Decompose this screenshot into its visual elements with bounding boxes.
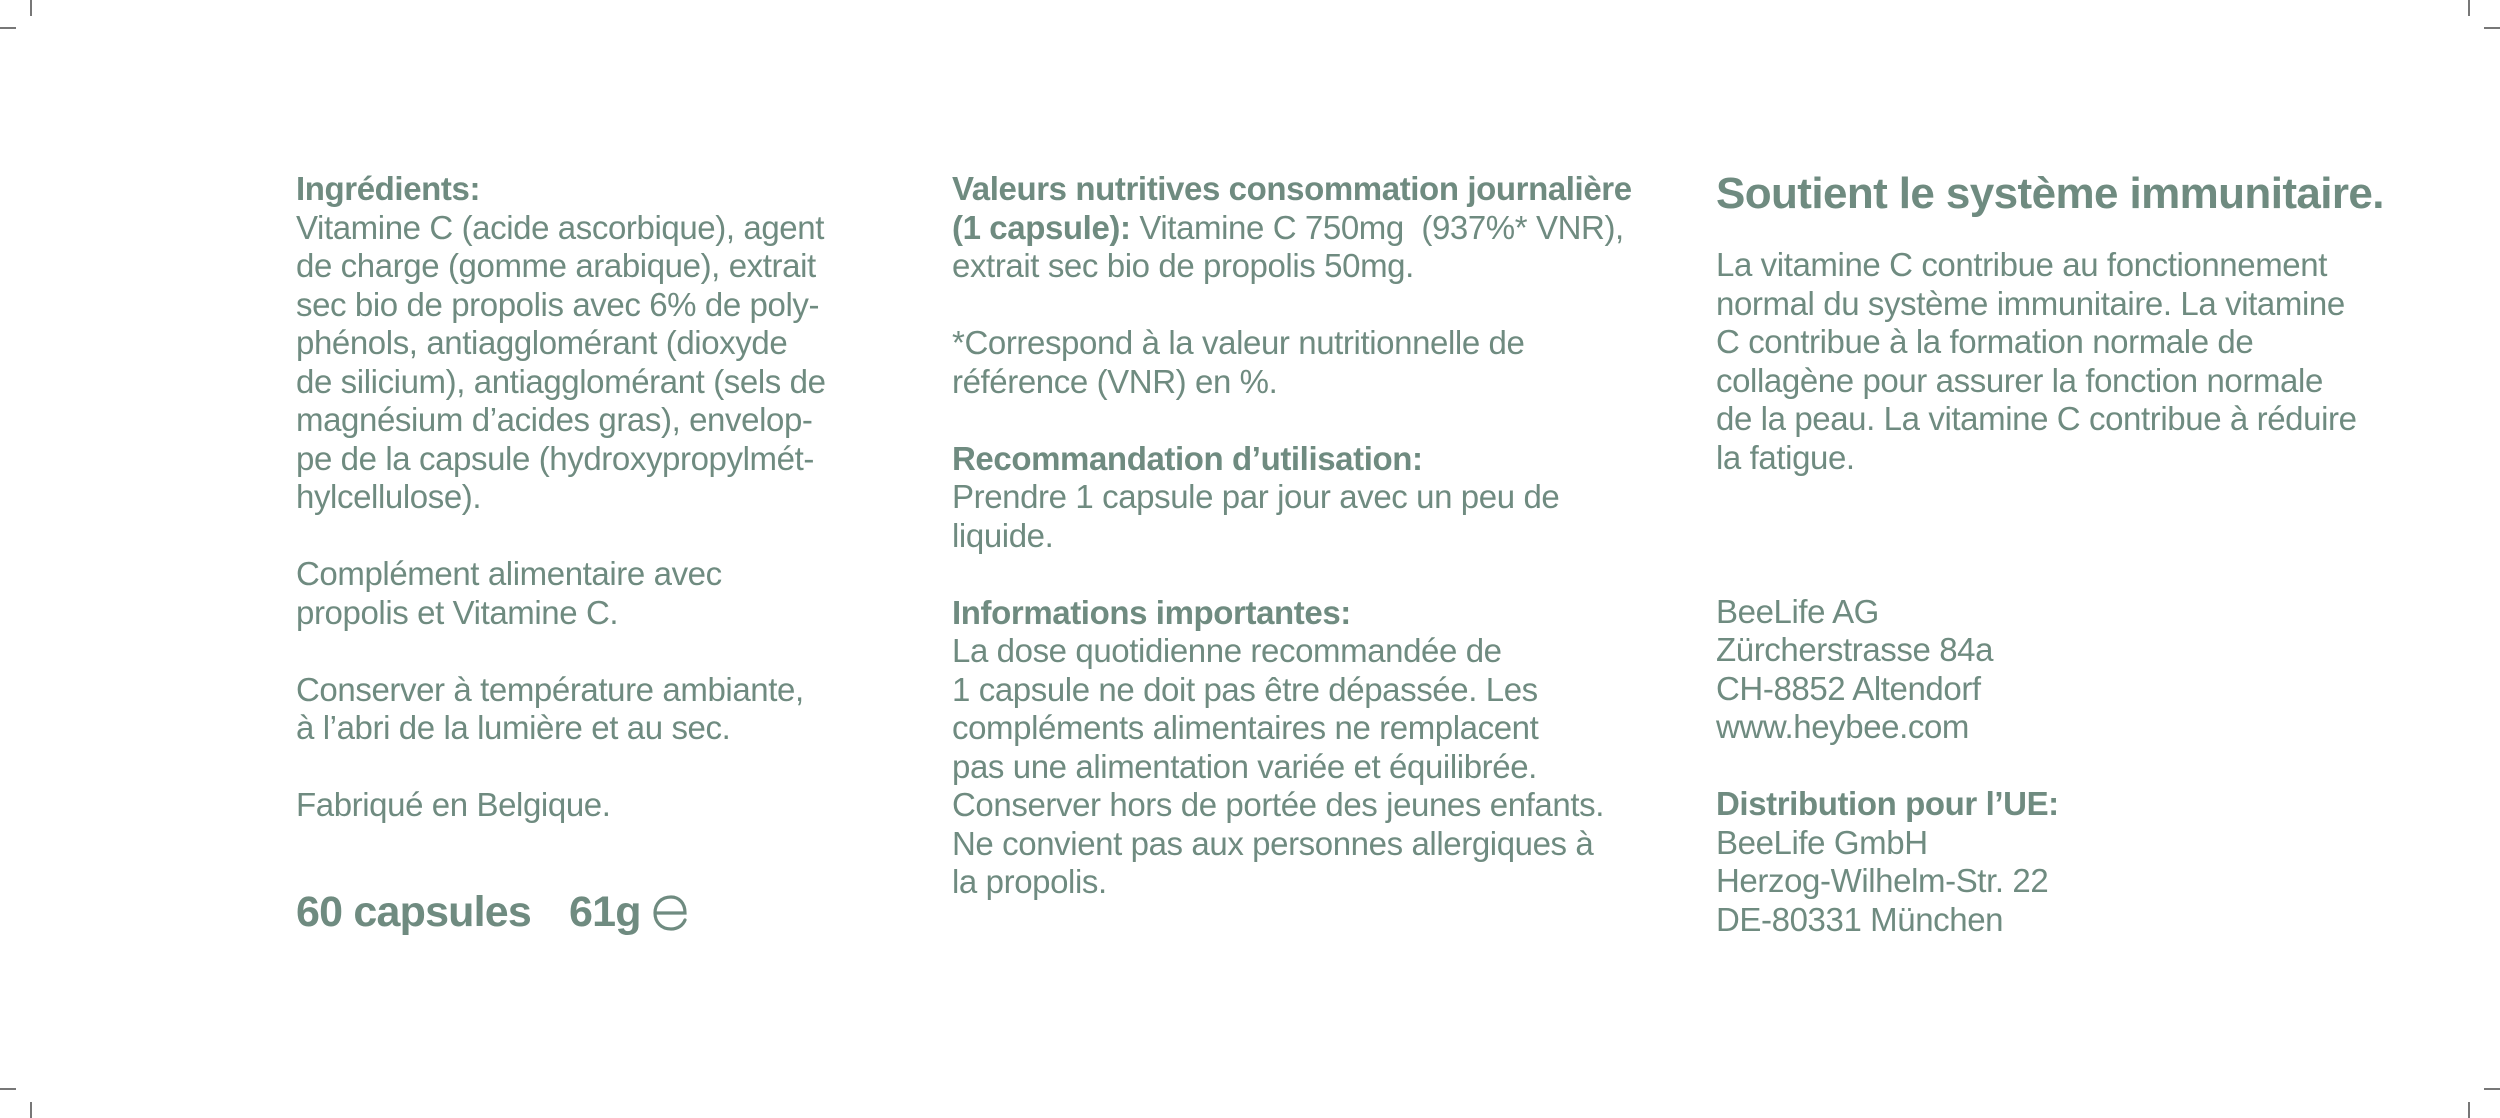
info-line: pas une alimentation variée et équilibrée. — [952, 747, 1537, 785]
ingredients-line: magnésium d’acides gras), envelop- — [296, 401, 813, 438]
info-title: Informations importantes: — [952, 593, 1351, 631]
nutrition-propolis-value: extrait sec bio de propolis 50mg. — [952, 247, 1414, 284]
usage-line: Prendre 1 capsule par jour avec un peu de — [952, 478, 1560, 515]
company-line: BeeLife AG — [1716, 592, 1879, 630]
info-line: Ne convient pas aux personnes allergiques à — [952, 824, 1594, 862]
crop-mark-top-right-h — [2484, 27, 2500, 29]
usage-title: Recommandation d’utilisation: — [952, 439, 1423, 477]
eu-address-line: DE-80331 München — [1716, 900, 2004, 938]
nutrition-line — [952, 209, 1652, 248]
website-link: www.heybee.com — [1716, 708, 1970, 745]
ingredients-line: sec bio de propolis avec 6% de poly- — [296, 285, 820, 323]
claims-column — [1716, 170, 2416, 939]
usage-line: liquide. — [952, 516, 1054, 554]
claim-line: collagène pour assurer la fonction normale — [1716, 361, 2323, 399]
ingredients-line: hylcellulose). — [296, 478, 482, 515]
info-line: La dose quotidienne recommandée de — [952, 632, 1502, 669]
info-line: Conserver hors de portée des jeunes enfants. — [952, 786, 1604, 823]
eu-distribution-title: Distribution pour l’UE: — [1716, 785, 2059, 822]
footnote-line: *Correspond à la valeur nutritionnelle de — [952, 324, 1525, 361]
claim-line: C contribue à la formation normale de — [1716, 323, 2254, 360]
ingredients-line: de silicium), antiagglomérant (sels de — [296, 362, 826, 400]
made-in-text: Fabriqué en Belgique. — [296, 786, 611, 823]
crop-mark-bottom-left-v — [30, 1102, 32, 1118]
company-line: Zürcherstrasse 84a — [1716, 631, 1994, 668]
package-quantity — [296, 888, 693, 937]
ingredients-line: phénols, antiagglomérant (dioxyde — [296, 324, 788, 361]
crop-mark-bottom-right-h — [2484, 1088, 2500, 1090]
nutrition-vitamin-value: Vitamine C 750mg (937%* VNR), — [1130, 208, 1624, 246]
complement-line: propolis et Vitamine C. — [296, 593, 619, 631]
footnote-line: référence (VNR) en %. — [952, 362, 1278, 400]
storage-line: à l’abri de la lumière et au sec. — [296, 709, 731, 746]
crop-mark-bottom-left-h — [0, 1088, 16, 1090]
storage-line: Conserver à température ambiante, — [296, 670, 804, 708]
ingredients-line: Vitamine C (acide ascorbique), agent — [296, 208, 824, 246]
net-weight: 61g — [569, 888, 641, 936]
eu-address-line: Herzog-Wilhelm-Str. 22 — [1716, 862, 2049, 899]
claim-line: la fatigue. — [1716, 438, 1855, 476]
capsule-count: 60 capsules — [296, 888, 532, 936]
company-line: CH-8852 Altendorf — [1716, 669, 1981, 707]
nutrition-title: Valeurs nutritives consommation journalière — [952, 170, 1632, 207]
claim-line: normal du système immunitaire. La vitamine — [1716, 284, 2345, 322]
crop-mark-top-right-v — [2468, 0, 2470, 16]
claim-line: de la peau. La vitamine C contribue à réduire — [1716, 400, 2357, 437]
eu-address-line: BeeLife GmbH — [1716, 823, 1928, 861]
info-line: compléments alimentaires ne remplacent — [952, 709, 1539, 746]
info-line: 1 capsule ne doit pas être dépassée. Les — [952, 670, 1538, 708]
ingredients-line: de charge (gomme arabique), extrait — [296, 247, 816, 284]
headline: Soutient le système immunitaire. — [1716, 169, 2384, 218]
crop-mark-top-left-v — [30, 0, 32, 16]
complement-line: Complément alimentaire avec — [296, 555, 722, 592]
crop-mark-bottom-right-v — [2468, 1102, 2470, 1118]
claim-line: La vitamine C contribue au fonctionnement — [1716, 246, 2327, 283]
crop-mark-top-left-h — [0, 27, 16, 29]
e-mark-icon — [649, 891, 693, 935]
ingredients-title: Ingrédients: — [296, 170, 481, 207]
nutrition-capsule-label: (1 capsule): — [952, 208, 1131, 246]
ingredients-column — [296, 170, 876, 825]
ingredients-line: pe de la capsule (hydroxypropylmét- — [296, 439, 814, 477]
info-line: la propolis. — [952, 863, 1107, 900]
nutrition-column — [952, 170, 1652, 902]
